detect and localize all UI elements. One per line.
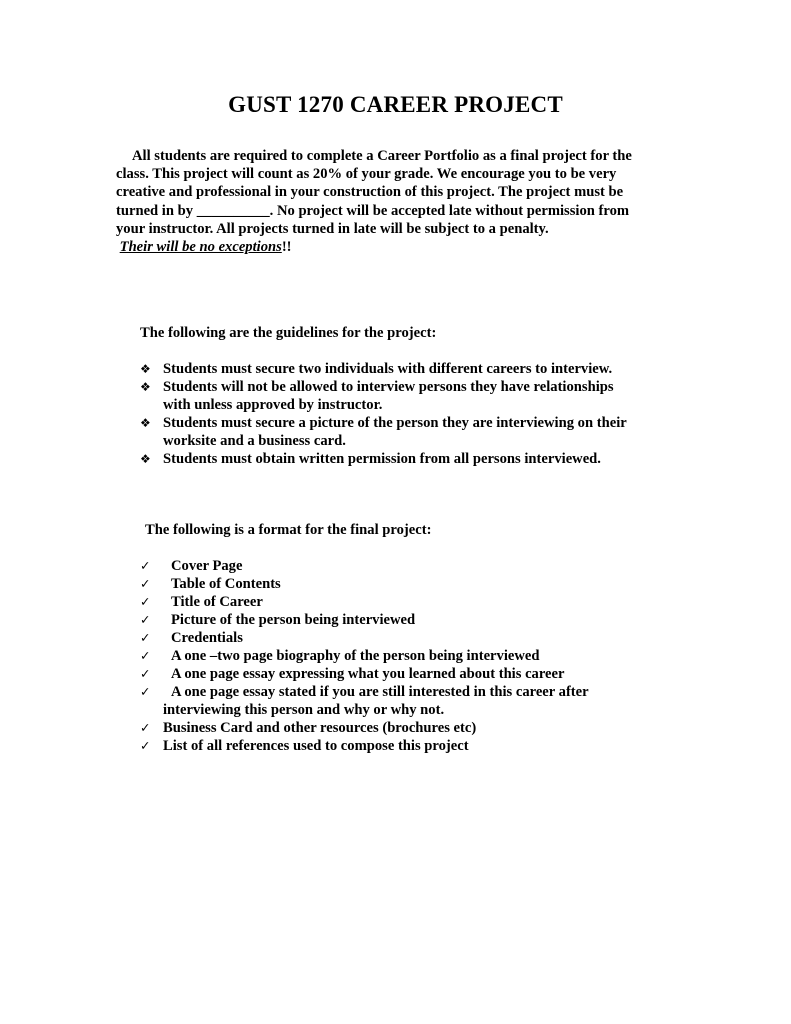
list-item	[140, 629, 589, 647]
intro-emphasis-line	[116, 238, 686, 256]
guideline-text: Students must secure a picture of the person they are interviewing on their	[163, 415, 627, 431]
list-item	[140, 719, 589, 737]
list-item	[140, 665, 589, 683]
list-item	[140, 683, 589, 719]
guideline-text-cont: worksite and a business card.	[163, 433, 346, 449]
list-item	[140, 450, 627, 468]
list-item	[140, 575, 589, 593]
format-list	[140, 557, 589, 755]
format-text-cont: interviewing this person and why or why not.	[163, 702, 445, 718]
checkmark-icon: ✓	[140, 684, 151, 699]
checkmark-icon: ✓	[140, 720, 151, 735]
intro-line: turned in by __________. No project will be accepted late without permission from	[116, 202, 630, 219]
checkmark-icon: ✓	[140, 594, 151, 609]
diamond-bullet-icon: ❖	[140, 452, 151, 466]
checkmark-icon: ✓	[140, 576, 151, 591]
guidelines-heading: The following are the guidelines for the project:	[140, 325, 437, 341]
guideline-text: Students must obtain written permission from all persons interviewed.	[163, 451, 601, 467]
checkmark-icon: ✓	[140, 612, 151, 627]
format-text: Business Card and other resources (brochures etc)	[163, 720, 477, 736]
guidelines-list	[140, 360, 627, 468]
format-text: Picture of the person being interviewed	[171, 612, 416, 628]
intro-line: class. This project will count as 20% of your grade. We encourage you to be very	[116, 166, 617, 183]
diamond-bullet-icon: ❖	[140, 362, 151, 376]
intro-paragraph	[116, 147, 686, 256]
list-item	[140, 414, 627, 450]
exceptions-emphasis: Their will be no exceptions	[119, 239, 282, 256]
diamond-bullet-icon: ❖	[140, 416, 151, 430]
checkmark-icon: ✓	[140, 738, 151, 753]
list-item	[140, 647, 589, 665]
format-text: Table of Contents	[171, 576, 281, 592]
format-text: Credentials	[171, 630, 243, 646]
list-item	[140, 557, 589, 575]
format-text: List of all references used to compose this project	[163, 738, 469, 754]
intro-line: All students are required to complete a Career Portfolio as a final project for the	[132, 148, 632, 164]
intro-line: your instructor. All projects turned in late will be subject to a penalty.	[116, 220, 549, 237]
diamond-bullet-icon: ❖	[140, 380, 151, 394]
guideline-text: Students will not be allowed to interview persons they have relationships	[163, 379, 614, 395]
format-text: A one page essay expressing what you learned about this career	[171, 666, 565, 682]
exceptions-suffix: !!	[281, 239, 292, 256]
checkmark-icon: ✓	[140, 630, 151, 645]
format-text: Cover Page	[171, 558, 243, 574]
checkmark-icon: ✓	[140, 666, 151, 681]
guideline-text-cont: with unless approved by instructor.	[163, 397, 383, 413]
list-item	[140, 737, 589, 755]
checkmark-icon: ✓	[140, 558, 151, 573]
format-text: A one page essay stated if you are still interested in this career after	[171, 684, 589, 700]
format-text: Title of Career	[171, 594, 263, 610]
intro-line: creative and professional in your construction of this project. The project must be	[116, 184, 624, 201]
format-text: A one –two page biography of the person being interviewed	[171, 648, 540, 664]
list-item	[140, 378, 627, 414]
list-item	[140, 360, 627, 378]
guideline-text: Students must secure two individuals with different careers to interview.	[163, 361, 613, 377]
list-item	[140, 593, 589, 611]
list-item	[140, 611, 589, 629]
format-heading: The following is a format for the final project:	[145, 522, 432, 538]
page-title: GUST 1270 CAREER PROJECT	[228, 92, 563, 117]
checkmark-icon: ✓	[140, 648, 151, 663]
